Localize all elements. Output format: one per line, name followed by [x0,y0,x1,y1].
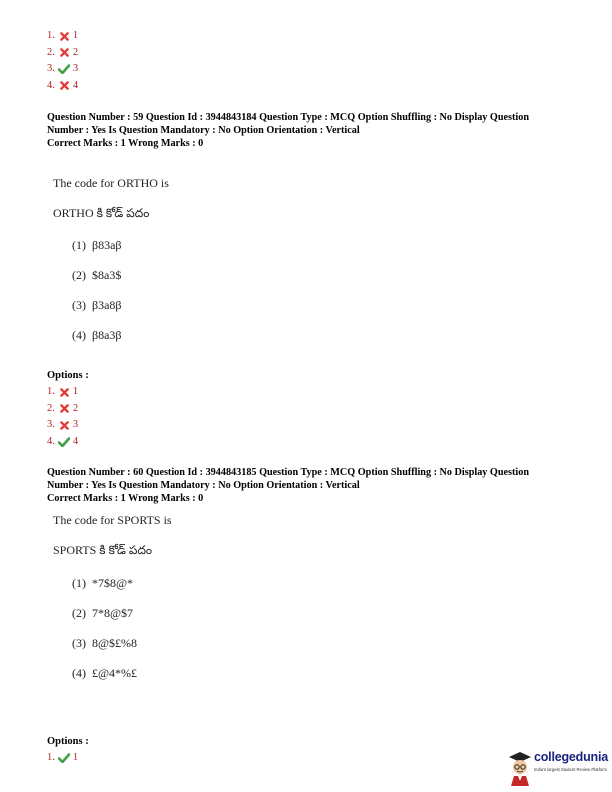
answer-choice [72,298,122,313]
choice-number: (4) [72,328,86,342]
option-row [47,750,78,767]
choice-number: (1) [72,576,86,590]
option-row [47,61,78,78]
question-text-telugu: ORTHO కి కోడ్ పదం [53,206,150,220]
choice-number: (4) [72,666,86,680]
choice-text: *7$8@* [92,576,134,590]
answer-choice [72,268,121,283]
logo-tagline: India's largest Student Review Platform [534,767,607,772]
question-marks: Correct Marks : 1 Wrong Marks : 0 [47,493,204,504]
question-meta-line: Number : Yes Is Question Mandatory : No Option Orientation : Vertical [47,480,360,491]
option-value: 1 [72,30,79,41]
option-value: 1 [72,386,79,397]
choice-number: (2) [72,606,86,620]
option-number: 4. [47,79,55,91]
option-row [47,434,78,451]
option-row [47,45,78,62]
cross-icon [58,386,71,398]
option-number: 1. [47,30,55,41]
question-text-english: The code for ORTHO is [53,176,169,190]
check-icon [58,752,71,764]
option-row [47,78,78,95]
option-value: 1 [72,752,79,763]
option-number: 3. [47,419,55,430]
option-number: 1. [47,386,55,397]
answer-choice [72,666,137,681]
option-number: 1. [47,752,55,763]
option-value: 3 [72,419,79,430]
answer-choice [72,636,137,651]
option-number: 2. [47,46,55,58]
option-number: 4. [47,435,55,447]
option-row [47,417,78,434]
option-value: 4 [72,435,79,447]
cross-icon [58,80,71,92]
choice-number: (3) [72,636,86,650]
question-60-options [47,750,78,767]
question-meta-line: Question Number : 59 Question Id : 3944843184 Question Type : MCQ Option Shuffling : No Display Question [47,112,529,123]
option-row [47,384,78,401]
choice-number: (2) [72,268,86,282]
cross-icon [58,403,71,415]
choice-text: $8a3$ [92,268,122,282]
choice-text: £@4*%£ [92,666,138,680]
option-row [47,28,78,45]
choice-text: β8a3β [92,328,122,342]
option-value: 2 [72,402,79,414]
question-60-meta [47,466,582,505]
option-number: 3. [47,63,55,74]
question-59-options [47,384,78,450]
option-number: 2. [47,402,55,414]
cross-icon [58,47,71,59]
choice-text: 8@$£%8 [92,636,138,650]
check-icon [58,63,71,75]
check-icon [58,436,71,448]
question-text-english: The code for SPORTS is [53,513,172,527]
option-value: 2 [72,46,79,58]
question-59-meta [47,111,582,150]
choice-text: β3a8β [92,298,122,312]
answer-choice [72,606,133,621]
option-value: 4 [72,79,79,91]
options-label: Options : [47,736,89,747]
question-meta-line: Number : Yes Is Question Mandatory : No Option Orientation : Vertical [47,125,360,136]
mascot-icon [506,748,534,788]
prev-question-options [47,28,78,94]
options-label: Options : [47,370,89,381]
cross-icon [58,419,71,431]
answer-choice [72,328,122,343]
choice-text: β83aβ [92,238,122,252]
collegedunia-logo [504,746,612,790]
choice-text: 7*8@$7 [92,606,134,620]
cross-icon [58,30,71,42]
option-value: 3 [72,63,79,74]
question-marks: Correct Marks : 1 Wrong Marks : 0 [47,138,204,149]
choice-number: (3) [72,298,86,312]
question-meta-line: Question Number : 60 Question Id : 3944843185 Question Type : MCQ Option Shuffling : No Display Question [47,467,529,478]
option-row [47,401,78,418]
answer-choice [72,238,122,253]
answer-choice [72,576,133,591]
choice-number: (1) [72,238,86,252]
question-text-telugu: SPORTS కి కోడ్ పదం [53,543,153,557]
logo-wordmark: collegedunia [534,750,609,764]
